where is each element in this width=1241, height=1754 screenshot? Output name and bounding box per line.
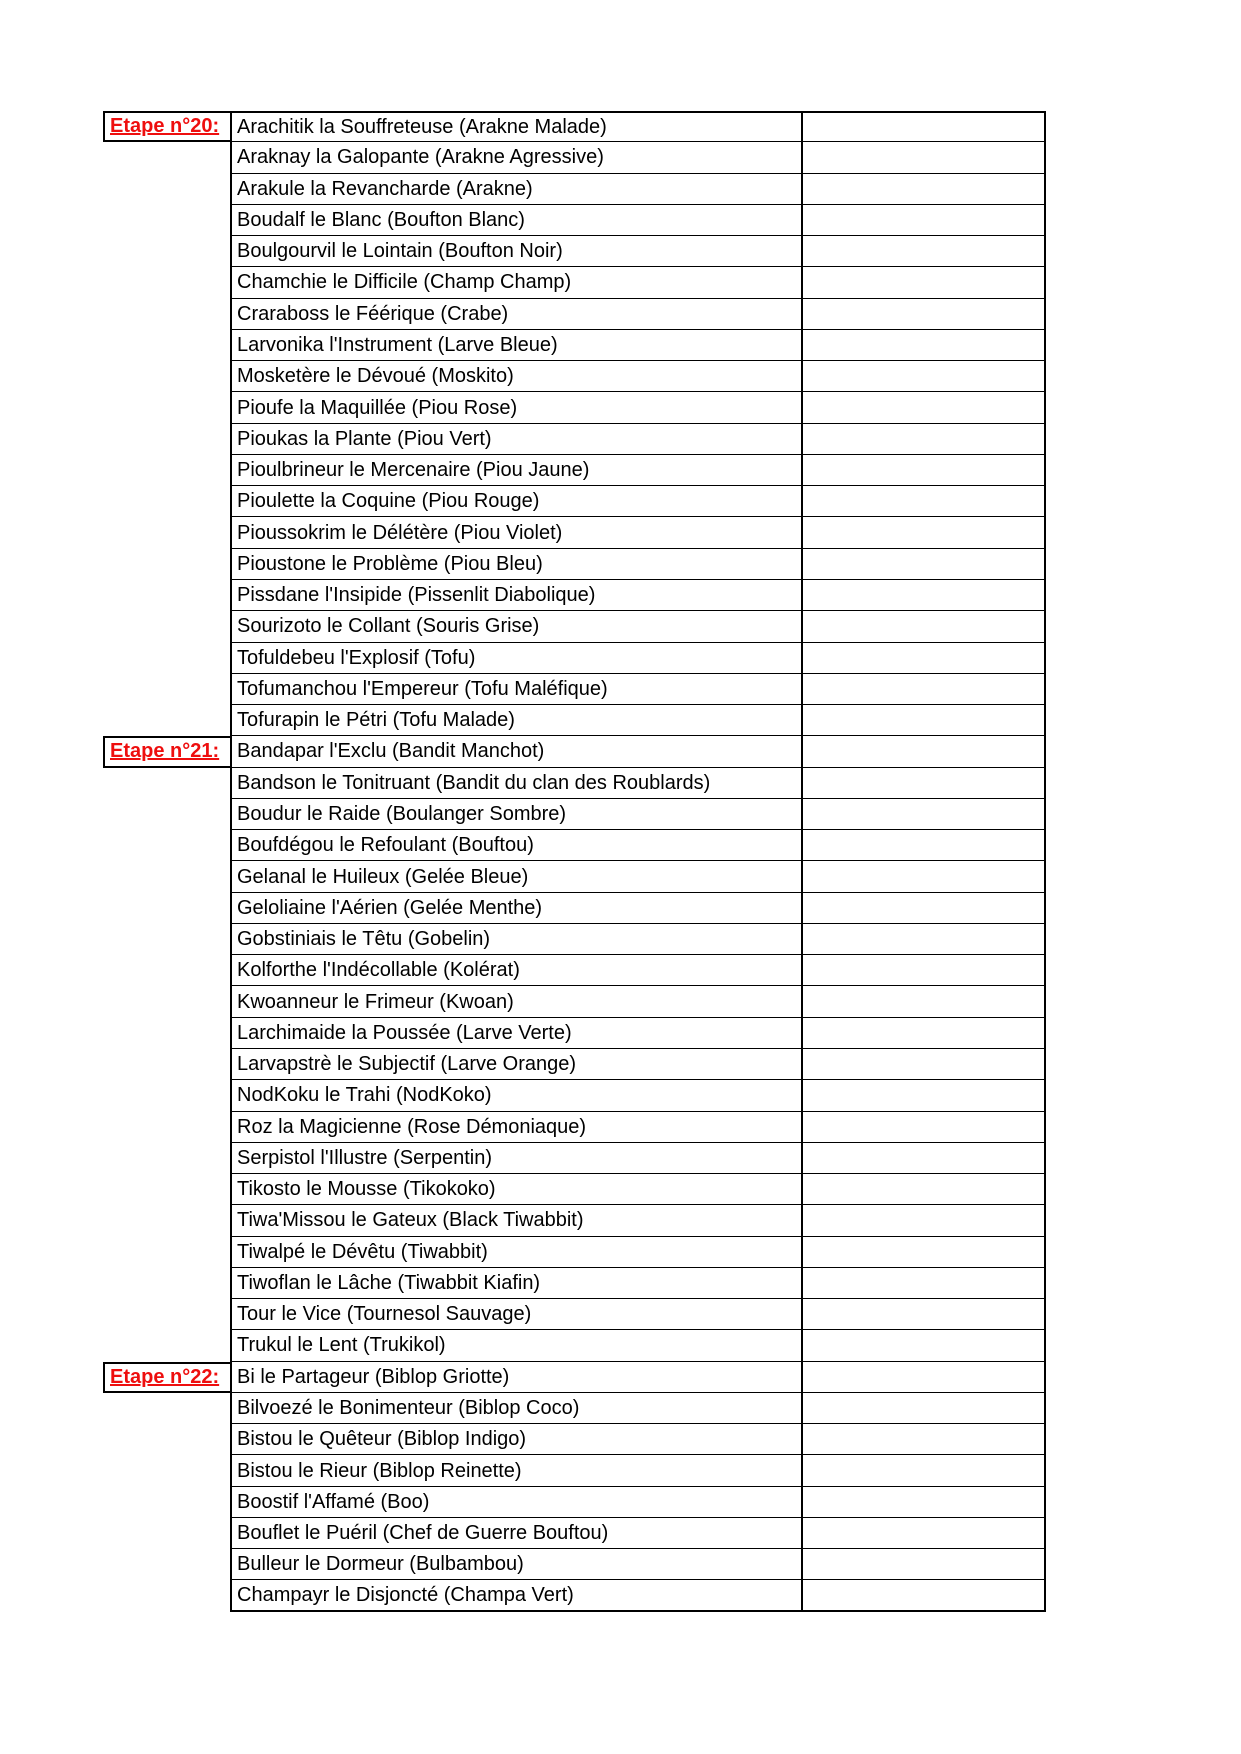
monster-name: Bouflet le Puéril (Chef de Guerre Bouftou) <box>237 1522 609 1545</box>
etape-column-cell <box>103 205 230 236</box>
monster-name-cell <box>230 1518 801 1549</box>
etape-column-cell <box>103 674 230 705</box>
table-row <box>103 1487 1046 1518</box>
monster-name: Pioukas la Plante (Piou Vert) <box>237 427 492 450</box>
empty-cell <box>801 392 1046 423</box>
table-row <box>103 1018 1046 1049</box>
monster-name-cell <box>230 1299 801 1330</box>
etape-column-cell <box>103 1330 230 1361</box>
table-row <box>103 1362 1046 1393</box>
monster-name: Pioussokrim le Délétère (Piou Violet) <box>237 521 563 544</box>
empty-cell <box>801 111 1046 142</box>
empty-cell <box>801 893 1046 924</box>
table-row <box>103 674 1046 705</box>
monster-name: Craraboss le Féérique (Crabe) <box>237 302 509 325</box>
monster-name-cell <box>230 517 801 548</box>
monster-name-cell <box>230 1143 801 1174</box>
monster-name: Mosketère le Dévoué (Moskito) <box>237 365 514 388</box>
etape-column-cell <box>103 1205 230 1236</box>
monster-name: Boulgourvil le Lointain (Boufton Noir) <box>237 240 563 263</box>
empty-cell <box>801 861 1046 892</box>
etape-column-cell <box>103 517 230 548</box>
monster-name: Bulleur le Dormeur (Bulbambou) <box>237 1553 524 1576</box>
monster-name-cell <box>230 1549 801 1580</box>
monster-name-cell <box>230 1424 801 1455</box>
monster-name-cell <box>230 1018 801 1049</box>
table-row <box>103 799 1046 830</box>
empty-cell <box>801 1549 1046 1580</box>
table-row <box>103 330 1046 361</box>
table-row <box>103 1143 1046 1174</box>
monster-name-cell <box>230 1268 801 1299</box>
empty-cell <box>801 1143 1046 1174</box>
etape-column-cell <box>103 486 230 517</box>
etape-column-cell <box>103 455 230 486</box>
table-row <box>103 1549 1046 1580</box>
etape-column-cell <box>103 1424 230 1455</box>
monster-name-cell <box>230 142 801 173</box>
table-row <box>103 643 1046 674</box>
etape-column-cell <box>103 1580 230 1611</box>
monster-name: Boufdégou le Refoulant (Bouftou) <box>237 834 534 857</box>
table-row <box>103 768 1046 799</box>
empty-cell <box>801 236 1046 267</box>
monster-name-cell <box>230 1330 801 1361</box>
monster-name-cell <box>230 486 801 517</box>
empty-cell <box>801 1487 1046 1518</box>
etape-column-cell <box>103 736 230 767</box>
monster-name-cell <box>230 299 801 330</box>
table-row <box>103 111 1046 142</box>
monster-name-cell <box>230 330 801 361</box>
monster-name-cell <box>230 267 801 298</box>
table-row <box>103 299 1046 330</box>
table-row <box>103 424 1046 455</box>
table-row <box>103 1080 1046 1111</box>
empty-cell <box>801 643 1046 674</box>
monster-name-cell <box>230 1487 801 1518</box>
table-row <box>103 1518 1046 1549</box>
etape-column-cell <box>103 1112 230 1143</box>
empty-cell <box>801 1393 1046 1424</box>
etape-column-cell <box>103 1299 230 1330</box>
empty-cell <box>801 299 1046 330</box>
monster-name-cell <box>230 643 801 674</box>
empty-cell <box>801 924 1046 955</box>
monster-name: Bilvoezé le Bonimenteur (Biblop Coco) <box>237 1397 580 1420</box>
table-row <box>103 1112 1046 1143</box>
etape-label: Etape n°20: <box>110 115 220 138</box>
etape-label: Etape n°21: <box>110 740 220 763</box>
monster-name: Serpistol l'Illustre (Serpentin) <box>237 1146 493 1169</box>
empty-cell <box>801 986 1046 1017</box>
monster-name: Pissdane l'Insipide (Pissenlit Diabolique) <box>237 584 596 607</box>
table-row <box>103 893 1046 924</box>
empty-cell <box>801 1205 1046 1236</box>
monster-name: Pioulbrineur le Mercenaire (Piou Jaune) <box>237 459 590 482</box>
etape-column-cell <box>103 580 230 611</box>
monster-name-cell <box>230 111 801 142</box>
monster-name-cell <box>230 1112 801 1143</box>
monster-name-cell <box>230 705 801 736</box>
monster-name-cell <box>230 361 801 392</box>
empty-cell <box>801 955 1046 986</box>
monster-name: Sourizoto le Collant (Souris Grise) <box>237 615 540 638</box>
monster-name-cell <box>230 205 801 236</box>
monster-name-cell <box>230 1362 801 1393</box>
table-row <box>103 986 1046 1017</box>
monster-name-cell <box>230 1049 801 1080</box>
table-row <box>103 392 1046 423</box>
monster-name: Bandson le Tonitruant (Bandit du clan des Roublards) <box>237 771 711 794</box>
monster-name-cell <box>230 611 801 642</box>
monster-name: Tofumanchou l'Empereur (Tofu Maléfique) <box>237 677 608 700</box>
table-row <box>103 267 1046 298</box>
monster-name-cell <box>230 1205 801 1236</box>
etape-column-cell <box>103 1455 230 1486</box>
monster-name: Arakule la Revancharde (Arakne) <box>237 177 533 200</box>
monster-name: Larchimaide la Poussée (Larve Verte) <box>237 1021 572 1044</box>
empty-cell <box>801 549 1046 580</box>
etape-column-cell <box>103 111 230 142</box>
table-row <box>103 1580 1046 1611</box>
etape-column-cell <box>103 1080 230 1111</box>
monster-name: Trukul le Lent (Trukikol) <box>237 1334 446 1357</box>
empty-cell <box>801 1580 1046 1611</box>
monster-name: Larvonika l'Instrument (Larve Bleue) <box>237 333 558 356</box>
etape-column-cell <box>103 893 230 924</box>
etape-label: Etape n°22: <box>110 1365 220 1388</box>
empty-cell <box>801 736 1046 767</box>
monster-name-cell <box>230 580 801 611</box>
etape-column-cell <box>103 1268 230 1299</box>
table-row <box>103 580 1046 611</box>
empty-cell <box>801 455 1046 486</box>
empty-cell <box>801 580 1046 611</box>
etape-column-cell <box>103 549 230 580</box>
monster-name: Pioulette la Coquine (Piou Rouge) <box>237 490 540 513</box>
empty-cell <box>801 361 1046 392</box>
monster-name-cell <box>230 736 801 767</box>
monster-name: Pioufe la Maquillée (Piou Rose) <box>237 396 518 419</box>
table-row <box>103 361 1046 392</box>
monster-name: Tiwa'Missou le Gateux (Black Tiwabbit) <box>237 1209 584 1232</box>
empty-cell <box>801 1174 1046 1205</box>
etape-column-cell <box>103 361 230 392</box>
monster-name: Chamchie le Difficile (Champ Champ) <box>237 271 572 294</box>
empty-cell <box>801 1018 1046 1049</box>
etape-column-cell <box>103 174 230 205</box>
etape-column-cell <box>103 1362 230 1393</box>
monster-name-cell <box>230 830 801 861</box>
monster-name: Boostif l'Affamé (Boo) <box>237 1490 430 1513</box>
monster-name-cell <box>230 1080 801 1111</box>
table-row <box>103 455 1046 486</box>
monster-name-cell <box>230 1237 801 1268</box>
table-row <box>103 205 1046 236</box>
etape-label-cell <box>103 1362 230 1393</box>
table-row <box>103 955 1046 986</box>
table-row <box>103 830 1046 861</box>
table-row <box>103 736 1046 767</box>
monster-name-cell <box>230 174 801 205</box>
monster-name-cell <box>230 1393 801 1424</box>
empty-cell <box>801 267 1046 298</box>
monster-name-cell <box>230 924 801 955</box>
etape-monster-table <box>103 111 1046 1612</box>
etape-column-cell <box>103 611 230 642</box>
empty-cell <box>801 174 1046 205</box>
monster-name: Tikosto le Mousse (Tikokoko) <box>237 1178 496 1201</box>
empty-cell <box>801 1080 1046 1111</box>
monster-name: Gelanal le Huileux (Gelée Bleue) <box>237 865 529 888</box>
table-row <box>103 705 1046 736</box>
monster-name: Araknay la Galopante (Arakne Agressive) <box>237 146 604 169</box>
monster-name-cell <box>230 455 801 486</box>
etape-column-cell <box>103 299 230 330</box>
etape-column-cell <box>103 705 230 736</box>
etape-column-cell <box>103 986 230 1017</box>
empty-cell <box>801 330 1046 361</box>
empty-cell <box>801 205 1046 236</box>
monster-name: Bandapar l'Exclu (Bandit Manchot) <box>237 740 545 763</box>
table-row <box>103 174 1046 205</box>
monster-name-cell <box>230 861 801 892</box>
etape-column-cell <box>103 1143 230 1174</box>
empty-cell <box>801 799 1046 830</box>
empty-cell <box>801 611 1046 642</box>
monster-name: Boudur le Raide (Boulanger Sombre) <box>237 802 567 825</box>
etape-column-cell <box>103 1549 230 1580</box>
monster-name: NodKoku le Trahi (NodKoko) <box>237 1084 492 1107</box>
monster-name-cell <box>230 424 801 455</box>
etape-column-cell <box>103 392 230 423</box>
table-row <box>103 1393 1046 1424</box>
etape-column-cell <box>103 424 230 455</box>
monster-name-cell <box>230 768 801 799</box>
empty-cell <box>801 1237 1046 1268</box>
table-row <box>103 924 1046 955</box>
etape-column-cell <box>103 1018 230 1049</box>
empty-cell <box>801 1299 1046 1330</box>
table-row <box>103 1455 1046 1486</box>
monster-name: Larvapstrè le Subjectif (Larve Orange) <box>237 1053 577 1076</box>
empty-cell <box>801 674 1046 705</box>
etape-label-cell <box>103 736 230 767</box>
etape-label-cell <box>103 111 230 142</box>
empty-cell <box>801 1424 1046 1455</box>
etape-column-cell <box>103 236 230 267</box>
etape-column-cell <box>103 267 230 298</box>
empty-cell <box>801 517 1046 548</box>
etape-column-cell <box>103 1174 230 1205</box>
etape-column-cell <box>103 799 230 830</box>
empty-cell <box>801 1112 1046 1143</box>
etape-column-cell <box>103 1237 230 1268</box>
etape-column-cell <box>103 1487 230 1518</box>
monster-name: Pioustone le Problème (Piou Bleu) <box>237 552 543 575</box>
monster-name-cell <box>230 392 801 423</box>
table-row <box>103 1330 1046 1361</box>
monster-name: Champayr le Disjoncté (Champa Vert) <box>237 1584 574 1607</box>
monster-name: Tofurapin le Pétri (Tofu Malade) <box>237 709 515 732</box>
monster-name-cell <box>230 549 801 580</box>
etape-column-cell <box>103 955 230 986</box>
empty-cell <box>801 1455 1046 1486</box>
table-row <box>103 549 1046 580</box>
table-row <box>103 142 1046 173</box>
monster-name-cell <box>230 893 801 924</box>
table-row <box>103 1237 1046 1268</box>
etape-column-cell <box>103 768 230 799</box>
monster-name: Gobstiniais le Têtu (Gobelin) <box>237 928 491 951</box>
monster-name-cell <box>230 1455 801 1486</box>
empty-cell <box>801 486 1046 517</box>
table-row <box>103 1268 1046 1299</box>
empty-cell <box>801 142 1046 173</box>
monster-name-cell <box>230 236 801 267</box>
monster-name-cell <box>230 674 801 705</box>
etape-column-cell <box>103 1049 230 1080</box>
etape-column-cell <box>103 330 230 361</box>
monster-name: Roz la Magicienne (Rose Démoniaque) <box>237 1115 587 1138</box>
etape-column-cell <box>103 924 230 955</box>
empty-cell <box>801 1518 1046 1549</box>
monster-name-cell <box>230 1580 801 1611</box>
monster-name: Tour le Vice (Tournesol Sauvage) <box>237 1303 532 1326</box>
monster-name-cell <box>230 986 801 1017</box>
empty-cell <box>801 424 1046 455</box>
etape-column-cell <box>103 1518 230 1549</box>
empty-cell <box>801 1049 1046 1080</box>
monster-name: Bistou le Rieur (Biblop Reinette) <box>237 1459 522 1482</box>
monster-name: Tofuldebeu l'Explosif (Tofu) <box>237 646 476 669</box>
table-row <box>103 611 1046 642</box>
etape-column-cell <box>103 861 230 892</box>
empty-cell <box>801 768 1046 799</box>
monster-name: Bi le Partageur (Biblop Griotte) <box>237 1365 510 1388</box>
empty-cell <box>801 705 1046 736</box>
etape-column-cell <box>103 142 230 173</box>
table-row <box>103 236 1046 267</box>
table-row <box>103 517 1046 548</box>
empty-cell <box>801 1330 1046 1361</box>
etape-column-cell <box>103 643 230 674</box>
table-row <box>103 861 1046 892</box>
table-row <box>103 1174 1046 1205</box>
table-row <box>103 1049 1046 1080</box>
monster-name: Geloliaine l'Aérien (Gelée Menthe) <box>237 896 543 919</box>
monster-name: Tiwalpé le Dévêtu (Tiwabbit) <box>237 1240 488 1263</box>
empty-cell <box>801 1362 1046 1393</box>
empty-cell <box>801 1268 1046 1299</box>
monster-name-cell <box>230 955 801 986</box>
etape-column-cell <box>103 1393 230 1424</box>
monster-name: Boudalf le Blanc (Boufton Blanc) <box>237 208 525 231</box>
monster-name: Kwoanneur le Frimeur (Kwoan) <box>237 990 514 1013</box>
table-row <box>103 1205 1046 1236</box>
monster-name-cell <box>230 1174 801 1205</box>
monster-name: Arachitik la Souffreteuse (Arakne Malade) <box>237 116 607 139</box>
table-row <box>103 486 1046 517</box>
monster-name: Kolforthe l'Indécollable (Kolérat) <box>237 959 520 982</box>
table-row <box>103 1424 1046 1455</box>
empty-cell <box>801 830 1046 861</box>
monster-name: Bistou le Quêteur (Biblop Indigo) <box>237 1428 527 1451</box>
monster-name-cell <box>230 799 801 830</box>
table-row <box>103 1299 1046 1330</box>
monster-name: Tiwoflan le Lâche (Tiwabbit Kiafin) <box>237 1271 541 1294</box>
etape-column-cell <box>103 830 230 861</box>
